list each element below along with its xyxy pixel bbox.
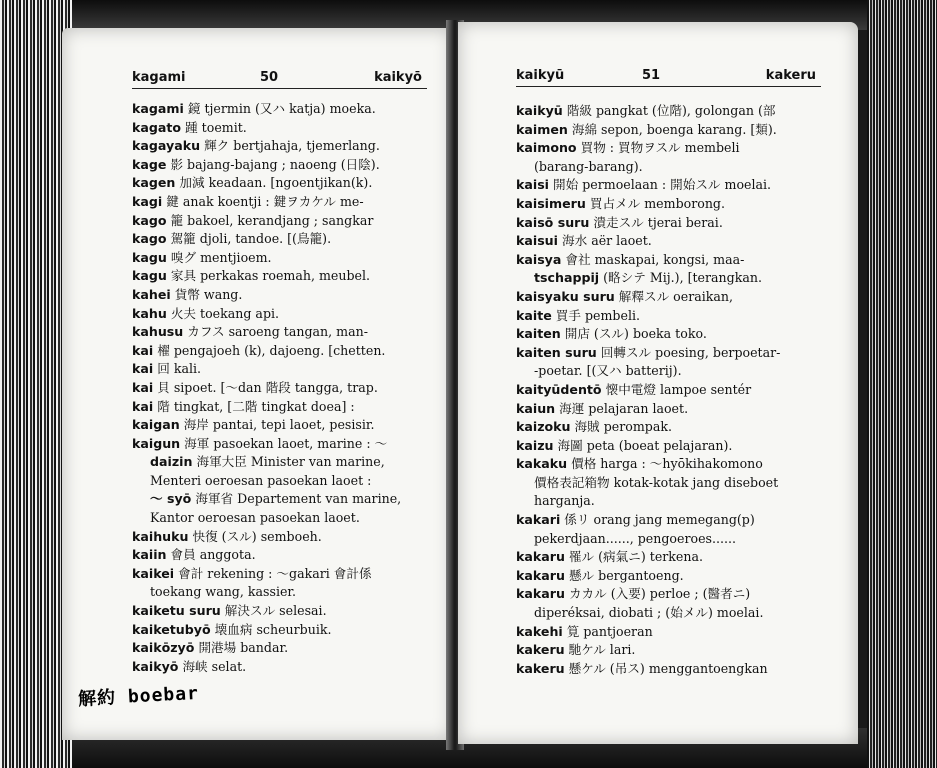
entry-definition: 懸ケル (吊ス) menggantoengkan [568,660,768,676]
entry-headword: kaiten [516,326,561,342]
entry-headword: kaikyō [132,658,179,674]
entry-definition: 價格表記箱物 kotak-kotak jang diseboet [534,474,779,490]
right-header-rule [516,86,821,87]
dictionary-entry [132,398,437,417]
dictionary-entry [516,176,841,195]
dictionary-entry [132,156,437,175]
entry-headword: kakaru [516,567,565,583]
left-page [62,28,452,740]
entry-definition: 筧 pantjoeran [566,623,653,639]
dictionary-entry [132,379,437,398]
entry-headword: kaigun [132,435,181,451]
dictionary-entry [132,323,437,342]
entry-headword: kai [132,398,154,414]
dictionary-entry [516,474,841,493]
dictionary-entry [132,583,437,602]
entry-definition: カカル (入要) perloe ; (醫者ニ) [568,586,751,602]
dictionary-entry [132,639,437,658]
entry-headword: kaite [516,307,552,323]
dictionary-entry [132,528,437,547]
dictionary-entry [516,158,841,177]
entry-headword: kakaru [516,549,565,565]
entry-definition: 回轉スル poesing, berpoetar- [600,344,781,360]
dictionary-entry [516,307,841,326]
entry-headword: kaimono [516,140,577,156]
dictionary-entry [516,214,841,233]
entry-definition: 會社 maskapai, kongsi, maa- [565,251,745,267]
dictionary-entry [516,195,841,214]
entry-headword: kahu [132,305,167,321]
entry-headword: kagato [132,119,182,135]
dictionary-entry [132,565,437,584]
entry-headword: kaisimeru [516,195,586,211]
entry-definition: 買手 pembeli. [555,307,641,323]
entry-headword: ～ syō [150,491,192,507]
dictionary-entry [132,267,437,286]
entry-definition: カフス saroeng tangan, man- [187,324,368,340]
dictionary-entry [516,269,841,288]
entry-headword: kaisyaku suru [516,288,615,304]
entry-definition: 海賊 perompak. [574,419,672,435]
entry-definition: 罹ル (病氣ニ) terkena. [568,549,703,565]
entry-headword: kaizoku [516,419,571,435]
left-page-number: 50 [260,70,279,85]
dictionary-entry [132,212,437,231]
entry-definition: 駕籠 djoli, tandoe. [(鳥籠). [170,231,332,247]
dictionary-entry [132,360,437,379]
entry-headword: kakaru [516,586,565,602]
dictionary-entry [132,249,437,268]
entry-headword: kaikōzyō [132,640,195,656]
dictionary-entry [516,548,841,567]
entry-definition: pekerdjaan......, pengoeroes...... [534,530,736,546]
dictionary-entry [516,492,841,511]
dictionary-entry [516,288,841,307]
entry-definition: 鍵 anak koentji : 鍵ヲカケル me- [166,193,364,209]
dictionary-entry [132,230,437,249]
entry-definition: 開店 (スル) boeka toko. [564,326,707,342]
entry-headword: kaiten suru [516,344,597,360]
entry-definition: 解釋スル oeraikan, [618,288,734,304]
entry-definition: 價格 harga : ～hyōkihakomono [571,456,763,472]
entry-headword: kaihuku [132,528,189,544]
entry-headword: kai [132,379,154,395]
dictionary-entry [516,418,841,437]
entry-definition: 馳ケル lari. [568,642,636,658]
dictionary-entry [516,139,841,158]
entry-definition: 快復 (スル) semboeh. [192,528,322,544]
entry-definition: 海岸 pantai, tepi laoet, pesisir. [183,417,375,433]
entry-definition: 櫂 pengajoeh (k), dajoeng. [chetten. [157,342,386,358]
entry-definition: Menteri oeroesan pasoekan laoet : [150,472,372,488]
entry-headword: kahei [132,286,171,302]
dictionary-entry [516,362,841,381]
entry-definition: 踵 toemit. [185,119,247,135]
entry-definition: 會計 rekening : ～gakari 會計係 [178,565,372,581]
entry-headword: kaiun [516,400,556,416]
dictionary-entry [132,435,437,454]
dictionary-entry [516,641,841,660]
dictionary-entry [516,455,841,474]
dictionary-entry [132,193,437,212]
entry-definition: 懸ル bergantoeng. [568,567,684,583]
entry-definition: 買物 : 買物ヲスル membeli [580,140,740,156]
entry-headword: kaityūdentō [516,381,602,397]
dictionary-entry [132,137,437,156]
dictionary-entry [132,602,437,621]
entry-headword: kagen [132,175,176,191]
entry-definition: 海峡 selat. [182,658,247,674]
dictionary-entry [516,121,841,140]
entry-headword: kago [132,231,167,247]
right-header-guide-word-last: kakeru [765,68,816,83]
dictionary-entry [516,437,841,456]
entry-definition: 買占メル memborong. [589,195,725,211]
dictionary-entry [516,344,841,363]
entry-definition: (barang-barang). [534,158,643,174]
handwritten-note: 解約 boebar [77,682,200,711]
entry-headword: kakeru [516,642,565,658]
entry-definition: 籠 bakoel, kerandjang ; sangkar [170,212,374,228]
entry-definition: 輝ク bertjahaja, tjemerlang. [204,138,380,154]
entry-definition: 海運 pelajaran laoet. [559,400,689,416]
entry-headword: kakehi [516,623,563,639]
entry-definition: 壊血病 scheurbuik. [214,621,332,637]
dictionary-entry [516,585,841,604]
dictionary-entry [516,660,841,679]
dictionary-entry [516,623,841,642]
entry-definition: (略シテ Mij.), [terangkan. [603,270,762,286]
dictionary-entry [132,174,437,193]
dictionary-entry [516,511,841,530]
entry-definition: 海軍大臣 Minister van marine, [196,454,385,470]
dictionary-entry [132,342,437,361]
dictionary-entry [132,546,437,565]
entry-definition: 貨幣 wang. [174,286,243,302]
dictionary-entry [132,416,437,435]
entry-definition: 家具 perkakas roemah, meubel. [170,268,371,284]
entry-headword: kaisi [516,177,550,193]
dictionary-entry [132,453,437,472]
entry-definition: 會員 anggota. [170,547,256,563]
entry-definition: -poetar. [(又ハ batterij). [534,363,682,379]
entry-headword: kago [132,212,167,228]
dictionary-entry [516,102,841,121]
dictionary-entry [516,400,841,419]
entry-definition: 開港場 bandar. [198,640,289,656]
dictionary-entry [132,305,437,324]
entry-definition: 係リ orang jang memegang(p) [564,512,755,528]
dictionary-entry [132,509,437,528]
dictionary-entry [132,100,437,119]
entry-headword: kaiketu suru [132,603,221,619]
right-page-number: 51 [642,68,661,83]
dictionary-entry [132,119,437,138]
entry-headword: kaimen [516,121,568,137]
right-header-guide-word-first: kaikyū [516,68,565,83]
dictionary-entry [516,567,841,586]
entry-definition: 回 kali. [157,361,202,377]
entry-headword: kai [132,361,154,377]
dictionary-entry [516,232,841,251]
entry-definition: 海軍 pasoekan laoet, marine : ～ [184,435,388,451]
dictionary-entry [132,286,437,305]
entry-definition: harganja. [534,493,595,509]
right-entry-list [516,102,841,678]
entry-headword: kagu [132,249,167,265]
left-header-rule [132,88,427,89]
entry-headword: kaiin [132,547,167,563]
entry-headword: kagu [132,268,167,284]
entry-headword: daizin [150,454,193,470]
entry-headword: kage [132,156,167,172]
entry-definition: 懐中電燈 lampoe sentér [605,381,752,397]
entry-definition: 影 bajang-bajang ; naoeng (日陰). [170,156,380,172]
entry-definition: 解決スル selesai. [224,603,327,619]
entry-definition: 海水 aër laoet. [562,233,652,249]
left-header-guide-word-first: kagami [132,70,186,85]
dictionary-entry [516,530,841,549]
entry-headword: kai [132,342,154,358]
entry-definition: Kantor oeroesan pasoekan laoet. [150,510,360,526]
entry-headword: kaisya [516,251,562,267]
entry-definition: 海綿 sepon, boenga karang. [類). [571,121,777,137]
entry-headword: kagami [132,101,184,116]
entry-definition: 火夫 toekang api. [170,305,280,321]
dictionary-entry [132,658,437,677]
dictionary-entry [516,381,841,400]
entry-definition: 海軍省 Departement van marine, [195,491,402,507]
entry-definition: 海圖 peta (boeat pelajaran). [557,437,733,453]
dictionary-entry [516,325,841,344]
entry-headword: kaizu [516,437,554,453]
entry-headword: kagayaku [132,138,201,154]
dictionary-entry [516,604,841,623]
entry-definition: 鏡 tjermin (又ハ katja) moeka. [187,101,376,116]
entry-headword: kagi [132,193,163,209]
entry-headword: kaisui [516,233,558,249]
entry-definition: 階 tingkat, [二階 tingkat doea] : [157,398,355,414]
entry-headword: kaisō suru [516,214,590,230]
entry-headword: kakeru [516,660,565,676]
entry-headword: kahusu [132,324,184,340]
entry-definition: 開始 permoelaan : 開始スル moelai. [553,177,772,193]
entry-headword: tschappij [534,270,600,286]
page-edges-right [867,0,937,768]
left-header-guide-word-last: kaikyō [374,70,422,85]
left-entry-list [132,100,437,676]
entry-definition: 加減 keadaan. [ngoentjikan(k). [179,175,373,191]
dictionary-entry [516,251,841,270]
entry-definition: toekang wang, kassier. [150,584,297,600]
entry-headword: kakari [516,512,561,528]
entry-definition: 貝 sipoet. [～dan 階段 tangga, trap. [157,379,378,395]
dictionary-entry [132,490,437,509]
entry-definition: 潰走スル tjerai berai. [593,214,723,230]
entry-headword: kaikyū [516,103,563,118]
right-page [458,22,858,744]
entry-headword: kakaku [516,456,568,472]
entry-headword: kaikei [132,565,175,581]
entry-headword: kaigan [132,417,180,433]
entry-headword: kaiketubyō [132,621,211,637]
entry-definition: 階級 pangkat (位階), golongan (部 [566,103,776,118]
dictionary-entry [132,621,437,640]
entry-definition: 嗅グ mentjioem. [170,249,272,265]
dictionary-entry [132,472,437,491]
entry-definition: diperéksai, diobati ; (始メル) moelai. [534,605,764,621]
